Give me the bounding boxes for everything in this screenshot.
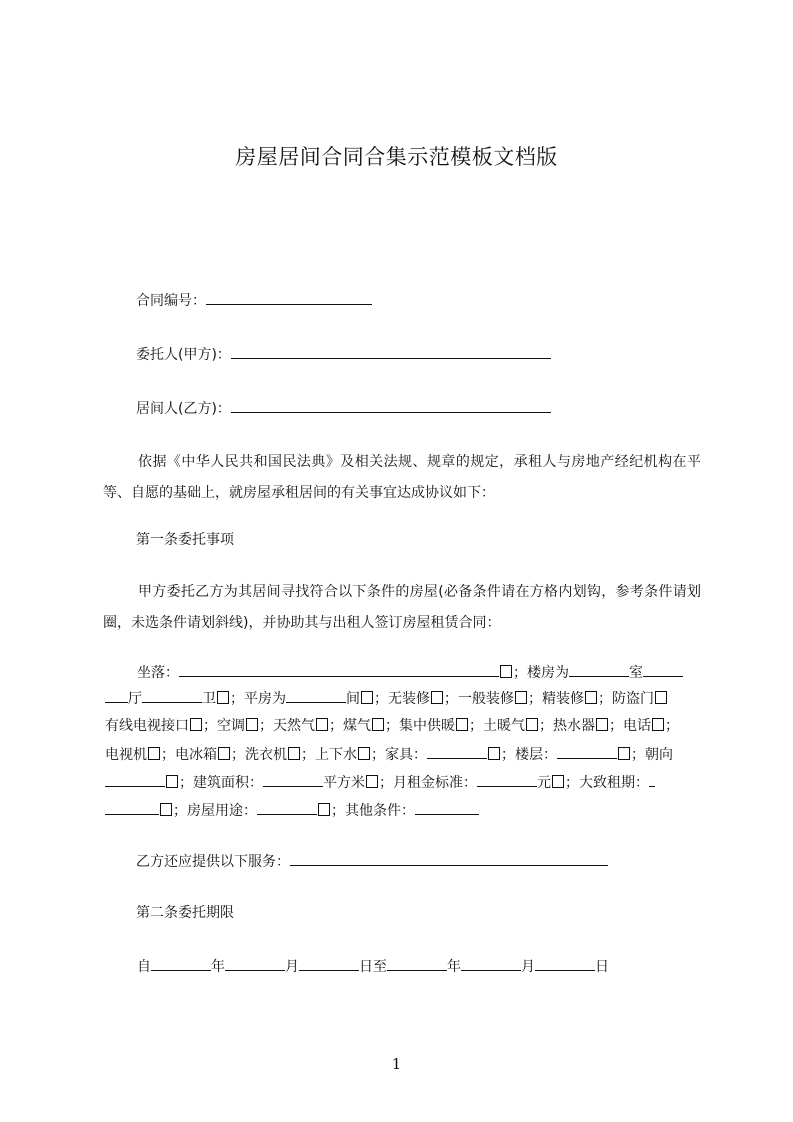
no-decoration-checkbox[interactable] xyxy=(431,691,443,704)
furniture-field[interactable] xyxy=(427,744,487,759)
fridge-checkbox[interactable] xyxy=(218,747,230,760)
orientation-field[interactable] xyxy=(105,772,165,787)
party-b-field[interactable] xyxy=(231,398,551,413)
plumbing-checkbox[interactable] xyxy=(358,747,370,760)
location-field[interactable] xyxy=(179,662,499,677)
separator: ； xyxy=(598,691,612,707)
conditions-line-1 xyxy=(137,662,683,683)
orientation-label: 朝向 xyxy=(645,747,673,763)
area-unit: 平方米 xyxy=(323,775,365,791)
hall-label: 厅 xyxy=(128,691,142,707)
intro-paragraph: 依据《中华人民共和国民法典》及相关法规、规章的规定，承租人与房地产经纪机构在平等、自愿的基础上，就房屋承租居间的有关事宜达成协议如下： xyxy=(103,454,701,501)
period-line xyxy=(137,956,609,977)
separator: ； xyxy=(513,665,527,681)
room-label: 室 xyxy=(629,665,643,681)
separator: ； xyxy=(609,718,623,734)
party-a-field[interactable] xyxy=(231,344,551,359)
location-label: 坐落： xyxy=(137,665,179,681)
floor-checkbox[interactable] xyxy=(618,747,630,760)
separator: ； xyxy=(501,747,515,763)
tv-checkbox[interactable] xyxy=(148,747,160,760)
fine-decoration-label: 精装修 xyxy=(542,691,584,707)
separator: ； xyxy=(444,691,458,707)
day-to-label: 日至 xyxy=(359,959,387,975)
central-heating-checkbox[interactable] xyxy=(456,718,468,731)
plumbing-label: 上下水 xyxy=(315,747,357,763)
layout-checkbox[interactable] xyxy=(217,691,229,704)
party-a-label: 委托人(甲方)： xyxy=(136,347,231,363)
security-door-checkbox[interactable] xyxy=(655,691,667,704)
building-field[interactable] xyxy=(569,662,629,677)
separator: ； xyxy=(665,718,679,734)
natural-gas-label: 天然气 xyxy=(273,718,315,734)
separator: ； xyxy=(230,691,244,707)
period-from-label: 自 xyxy=(137,959,151,975)
services-label: 乙方还应提供以下服务： xyxy=(136,854,290,870)
fine-decoration-checkbox[interactable] xyxy=(585,691,597,704)
year-label: 年 xyxy=(447,959,461,975)
usage-field[interactable] xyxy=(257,800,317,815)
separator: ； xyxy=(374,691,388,707)
conditions-line-6 xyxy=(105,800,479,821)
bungalow-label: 平房为 xyxy=(244,691,286,707)
rooms-unit: 间 xyxy=(346,691,360,707)
conditions-line-4 xyxy=(105,744,673,765)
air-conditioner-label: 空调 xyxy=(217,718,245,734)
end-year-field[interactable] xyxy=(387,956,447,971)
bath-field[interactable] xyxy=(142,688,202,703)
end-month-field[interactable] xyxy=(461,956,521,971)
usage-label: 房屋用途： xyxy=(187,803,257,819)
separator: ； xyxy=(259,718,273,734)
room-field[interactable] xyxy=(643,662,683,677)
bath-label: 卫 xyxy=(202,691,216,707)
coal-gas-checkbox[interactable] xyxy=(372,718,384,731)
washer-label: 洗衣机 xyxy=(245,747,287,763)
party-b-label: 居间人(乙方)： xyxy=(136,401,231,417)
separator: ； xyxy=(469,718,483,734)
separator: ； xyxy=(379,775,393,791)
conditions-line-3 xyxy=(105,716,679,736)
document-title: 房屋居间合同合集示范模板文档版 xyxy=(235,145,558,169)
rent-label: 月租金标准： xyxy=(393,775,477,791)
services-field[interactable] xyxy=(290,851,608,866)
month-label: 月 xyxy=(285,959,299,975)
month-label: 月 xyxy=(521,959,535,975)
separator: ； xyxy=(371,747,385,763)
bungalow-field[interactable] xyxy=(286,688,346,703)
party-b-line xyxy=(136,398,551,419)
conditions-line-2 xyxy=(105,688,668,709)
rent-checkbox[interactable] xyxy=(552,775,564,788)
lease-term-label: 大致租期： xyxy=(579,775,649,791)
cable-tv-label: 有线电视接口 xyxy=(105,718,189,734)
cable-tv-checkbox[interactable] xyxy=(190,718,202,731)
natural-gas-checkbox[interactable] xyxy=(316,718,328,731)
local-heating-label: 土暖气 xyxy=(483,718,525,734)
no-decoration-label: 无装修 xyxy=(388,691,430,707)
air-conditioner-checkbox[interactable] xyxy=(246,718,258,731)
separator: ； xyxy=(301,747,315,763)
separator: ； xyxy=(161,747,175,763)
other-label: 其他条件： xyxy=(345,803,415,819)
start-year-field[interactable] xyxy=(151,956,211,971)
article1-paragraph: 甲方委托乙方为其居间寻找符合以下条件的房屋(必备条件请在方格内划钩，参考条件请划圈，未选条件请划斜线)，并协助其与出租人签订房屋租赁合同： xyxy=(103,584,701,631)
contract-number-line xyxy=(136,290,372,311)
conditions-line-5 xyxy=(105,772,655,793)
water-heater-label: 热水器 xyxy=(553,718,595,734)
start-month-field[interactable] xyxy=(225,956,285,971)
furniture-checkbox[interactable] xyxy=(488,747,500,760)
other-field[interactable] xyxy=(415,800,479,815)
fridge-label: 电冰箱 xyxy=(175,747,217,763)
lease-term-field[interactable] xyxy=(105,800,159,815)
basic-decoration-checkbox[interactable] xyxy=(515,691,527,704)
local-heating-checkbox[interactable] xyxy=(526,718,538,731)
separator: ； xyxy=(329,718,343,734)
area-field[interactable] xyxy=(263,772,323,787)
separator: ； xyxy=(231,747,245,763)
usage-checkbox[interactable] xyxy=(318,803,330,816)
contract-number-label: 合同编号： xyxy=(136,293,206,309)
services-line xyxy=(136,851,608,872)
separator: ； xyxy=(173,803,187,819)
floor-field[interactable] xyxy=(557,744,617,759)
orientation-checkbox[interactable] xyxy=(166,775,178,788)
article1-title: 第一条委托事项 xyxy=(136,532,234,548)
building-label: 楼房为 xyxy=(527,665,569,681)
end-day-field[interactable] xyxy=(535,956,595,971)
contract-number-field[interactable] xyxy=(206,290,372,305)
separator: ； xyxy=(203,718,217,734)
location-checkbox[interactable] xyxy=(500,665,512,678)
central-heating-label: 集中供暖 xyxy=(399,718,455,734)
lease-term-field-start[interactable] xyxy=(649,772,655,787)
separator: ； xyxy=(631,747,645,763)
year-label: 年 xyxy=(211,959,225,975)
separator: ； xyxy=(179,775,193,791)
start-day-field[interactable] xyxy=(299,956,359,971)
tv-label: 电视机 xyxy=(105,747,147,763)
separator: ； xyxy=(385,718,399,734)
rent-field[interactable] xyxy=(477,772,537,787)
page-number: 1 xyxy=(391,1055,402,1073)
washer-checkbox[interactable] xyxy=(288,747,300,760)
furniture-label: 家具： xyxy=(385,747,427,763)
day-label: 日 xyxy=(595,959,609,975)
article2-title: 第二条委托期限 xyxy=(136,905,234,921)
party-a-line xyxy=(136,344,551,365)
telephone-label: 电话 xyxy=(623,718,651,734)
telephone-checkbox[interactable] xyxy=(652,718,664,731)
lease-term-checkbox[interactable] xyxy=(160,803,172,816)
rent-unit: 元 xyxy=(537,775,551,791)
basic-decoration-label: 一般装修 xyxy=(458,691,514,707)
area-label: 建筑面积： xyxy=(193,775,263,791)
hall-field[interactable] xyxy=(105,688,128,703)
separator: ； xyxy=(331,803,345,819)
separator: ； xyxy=(528,691,542,707)
floor-label: 楼层： xyxy=(515,747,557,763)
bungalow-checkbox[interactable] xyxy=(361,691,373,704)
water-heater-checkbox[interactable] xyxy=(596,718,608,731)
separator: ； xyxy=(539,718,553,734)
coal-gas-label: 煤气 xyxy=(343,718,371,734)
area-checkbox[interactable] xyxy=(366,775,378,788)
security-door-label: 防盗门 xyxy=(612,691,654,707)
separator: ； xyxy=(565,775,579,791)
